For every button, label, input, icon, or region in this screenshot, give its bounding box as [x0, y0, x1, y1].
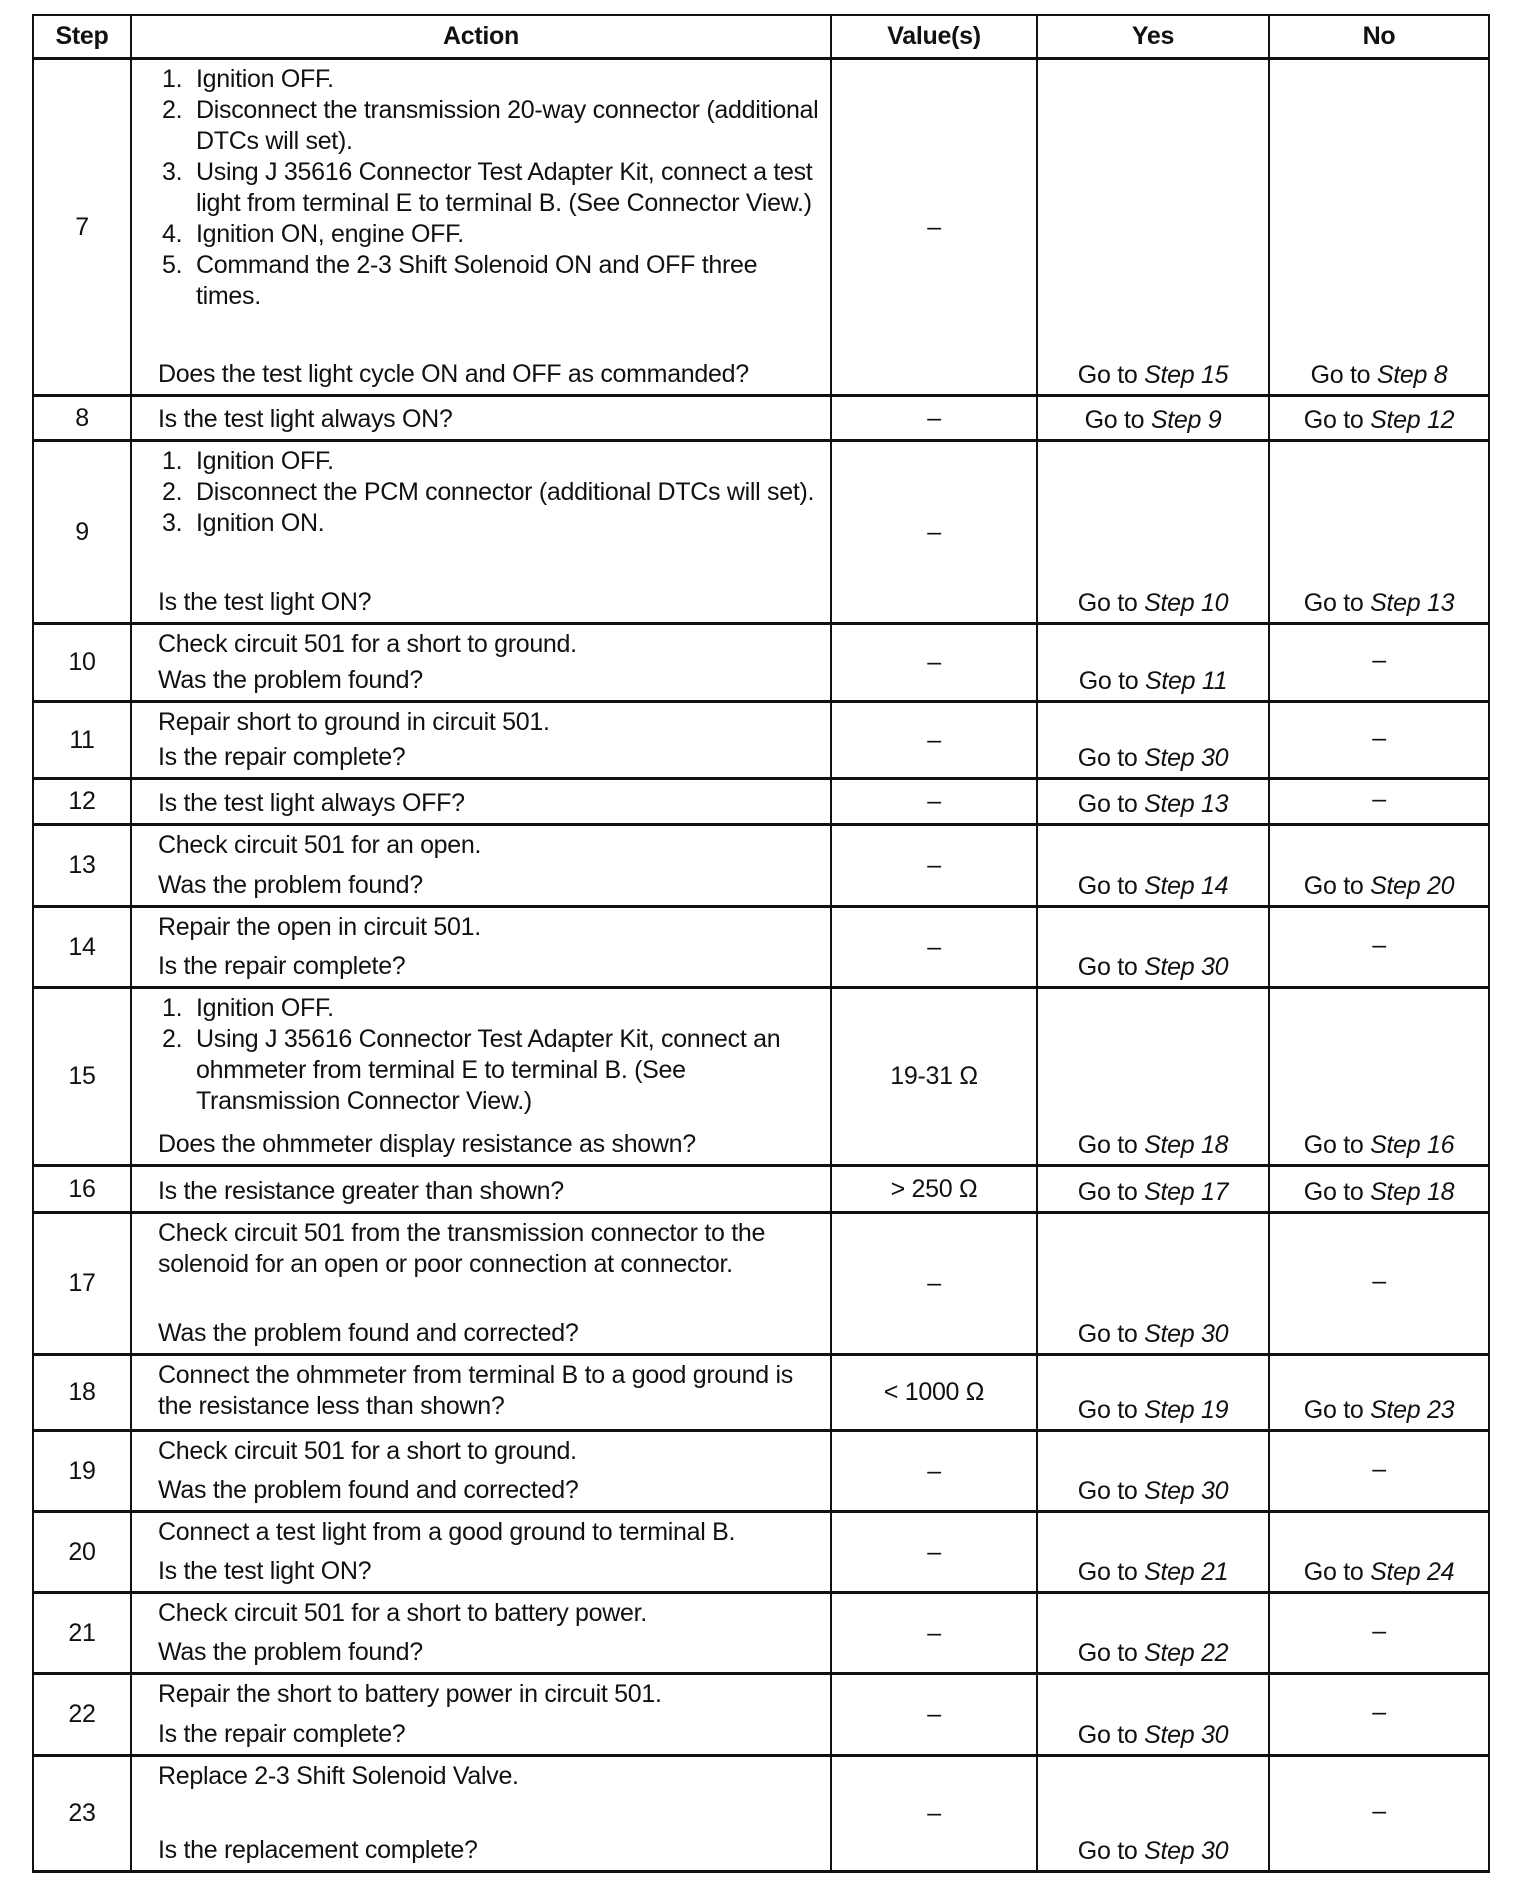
step-link[interactable]: Step 23	[1370, 1396, 1455, 1424]
go-to-label: Go to	[1077, 1396, 1138, 1424]
table-row	[33, 441, 1489, 624]
no-cell	[1269, 1593, 1489, 1674]
action-content	[158, 707, 820, 773]
action-cell	[131, 441, 831, 624]
yes-cell	[1037, 907, 1269, 988]
step-cell: 17	[33, 1213, 131, 1355]
dash: –	[1372, 1616, 1386, 1645]
yes-cell	[1037, 441, 1269, 624]
action-cell	[131, 825, 831, 907]
yes-cell	[1037, 988, 1269, 1166]
step-cell: 9	[33, 441, 131, 624]
header-action: Action	[131, 15, 831, 59]
action-content	[158, 1360, 820, 1425]
action-question: Does the ohmmeter display resistance as shown?	[158, 1130, 696, 1158]
no-cell	[1269, 702, 1489, 779]
action-content	[158, 1436, 820, 1506]
step-link[interactable]: Step 9	[1150, 406, 1222, 434]
value-cell: –	[831, 1213, 1037, 1355]
list-text: Ignition ON.	[196, 509, 325, 537]
value-cell: –	[831, 1512, 1037, 1593]
step-link[interactable]: Step 30	[1144, 1320, 1229, 1348]
list-text: Ignition ON, engine OFF.	[196, 220, 464, 248]
action-question: Is the test light always OFF?	[158, 789, 465, 817]
list-item	[158, 1024, 820, 1117]
value-cell: –	[831, 1674, 1037, 1756]
list-text: Disconnect the transmission 20-way connector (additional DTCs will set).	[196, 96, 819, 155]
header-step: Step	[33, 15, 131, 59]
yes-cell	[1037, 779, 1269, 825]
no-cell	[1269, 624, 1489, 702]
list-number: 3.	[162, 509, 183, 537]
header-yes: Yes	[1037, 15, 1269, 59]
go-to-label: Go to	[1078, 667, 1139, 695]
table-row	[33, 624, 1489, 702]
yes-cell	[1037, 1756, 1269, 1872]
go-to-label: Go to	[1303, 1131, 1364, 1159]
action-question: Is the repair complete?	[158, 743, 406, 771]
value-cell: –	[831, 1431, 1037, 1512]
list-text: Command the 2-3 Shift Solenoid ON and OFF three times.	[196, 251, 758, 310]
go-to-label: Go to	[1077, 872, 1138, 900]
value-cell: –	[831, 702, 1037, 779]
table-row	[33, 702, 1489, 779]
step-cell: 21	[33, 1593, 131, 1674]
action-text: Check circuit 501 from the transmission connector to the solenoid for an open or poor connection at connector.	[158, 1219, 766, 1278]
action-cell	[131, 1674, 831, 1756]
action-content	[158, 1517, 820, 1587]
go-to-label: Go to	[1303, 589, 1364, 617]
action-cell	[131, 1512, 831, 1593]
diagnostic-table	[32, 14, 1490, 1873]
action-cell	[131, 907, 831, 988]
step-cell: 11	[33, 702, 131, 779]
step-link[interactable]: Step 8	[1376, 361, 1448, 389]
go-to-label: Go to	[1303, 406, 1364, 434]
list-text: Using J 35616 Connector Test Adapter Kit, connect a test light from terminal E to terminal B. (See Connector View.)	[196, 158, 813, 217]
header-values: Value(s)	[831, 15, 1037, 59]
value-cell: > 250 Ω	[831, 1166, 1037, 1213]
value-cell: –	[831, 825, 1037, 907]
table-row	[33, 779, 1489, 825]
table-row	[33, 396, 1489, 441]
step-link[interactable]: Step 19	[1144, 1396, 1229, 1424]
action-content	[158, 1761, 820, 1866]
go-to-label: Go to	[1077, 1320, 1138, 1348]
action-text: Replace 2-3 Shift Solenoid Valve.	[158, 1762, 519, 1790]
yes-cell	[1037, 59, 1269, 396]
action-text: Check circuit 501 for a short to battery power.	[158, 1599, 647, 1627]
step-link[interactable]: Step 12	[1370, 406, 1455, 434]
go-to-label: Go to	[1077, 1178, 1138, 1206]
step-link[interactable]: Step 30	[1144, 1477, 1229, 1505]
list-item	[158, 95, 820, 157]
step-link[interactable]: Step 18	[1144, 1131, 1229, 1159]
list-item	[158, 64, 820, 95]
action-cell	[131, 59, 831, 396]
list-text: Disconnect the PCM connector (additional DTCs will set).	[196, 478, 815, 506]
dash: –	[1372, 646, 1386, 674]
list-item	[158, 446, 820, 477]
step-link[interactable]: Step 20	[1370, 872, 1455, 900]
yes-cell	[1037, 1593, 1269, 1674]
no-cell	[1269, 988, 1489, 1166]
list-text: Ignition OFF.	[196, 447, 334, 475]
list-number: 1.	[162, 994, 183, 1022]
step-link[interactable]: Step 14	[1144, 872, 1229, 900]
list-number: 1.	[162, 65, 183, 93]
dash: –	[1372, 1267, 1386, 1295]
table-row	[33, 1593, 1489, 1674]
list-text: Ignition OFF.	[196, 994, 334, 1022]
action-question: Is the repair complete?	[158, 952, 406, 980]
step-link[interactable]: Step 13	[1370, 589, 1455, 617]
action-content	[158, 629, 820, 696]
list-item	[158, 508, 820, 539]
table-row	[33, 1166, 1489, 1213]
action-question: Does the test light cycle ON and OFF as commanded?	[158, 360, 749, 388]
action-content	[158, 993, 820, 1160]
action-text: Check circuit 501 for an open.	[158, 831, 482, 859]
yes-cell	[1037, 1166, 1269, 1213]
header-row	[33, 15, 1489, 59]
no-cell	[1269, 396, 1489, 441]
step-cell: 13	[33, 825, 131, 907]
action-question: Was the problem found?	[158, 666, 423, 694]
step-link[interactable]: Step 30	[1144, 953, 1229, 981]
action-text: Repair the short to battery power in circuit 501.	[158, 1680, 662, 1708]
step-link[interactable]: Step 13	[1144, 790, 1229, 818]
yes-cell	[1037, 1512, 1269, 1593]
action-cell	[131, 1593, 831, 1674]
go-to-label: Go to	[1077, 589, 1138, 617]
action-content	[158, 1171, 820, 1207]
step-cell: 16	[33, 1166, 131, 1213]
list-number: 1.	[162, 447, 183, 475]
go-to-label: Go to	[1077, 790, 1138, 818]
yes-cell	[1037, 825, 1269, 907]
go-to-label: Go to	[1310, 361, 1371, 389]
go-to-label: Go to	[1077, 1558, 1138, 1586]
step-link[interactable]: Step 22	[1144, 1639, 1229, 1667]
action-question: Was the problem found and corrected?	[158, 1476, 579, 1504]
table-row	[33, 59, 1489, 396]
action-text: Connect the ohmmeter from terminal B to a good ground is the resistance less than shown?	[158, 1361, 793, 1420]
action-question: Was the problem found?	[158, 871, 423, 899]
table-row	[33, 1213, 1489, 1355]
action-cell	[131, 1431, 831, 1512]
table-row	[33, 1512, 1489, 1593]
action-content	[158, 1598, 820, 1668]
list-item	[158, 477, 820, 508]
table-row	[33, 825, 1489, 907]
list-number: 2.	[162, 1025, 183, 1053]
step-cell: 22	[33, 1674, 131, 1756]
dash: –	[1372, 1454, 1386, 1483]
table-row	[33, 1431, 1489, 1512]
no-cell	[1269, 1756, 1489, 1872]
step-link[interactable]: Step 10	[1144, 589, 1229, 617]
no-cell	[1269, 1674, 1489, 1756]
no-cell	[1269, 441, 1489, 624]
action-question: Is the test light ON?	[158, 1557, 372, 1585]
step-cell: 10	[33, 624, 131, 702]
go-to-label: Go to	[1303, 1178, 1364, 1206]
yes-cell	[1037, 396, 1269, 441]
action-content	[158, 401, 820, 435]
action-content	[158, 1218, 820, 1349]
action-question: Was the problem found?	[158, 1638, 423, 1666]
table-row	[33, 988, 1489, 1166]
action-text: Repair the open in circuit 501.	[158, 913, 481, 941]
yes-cell	[1037, 1431, 1269, 1512]
value-cell: –	[831, 1593, 1037, 1674]
action-content	[158, 64, 820, 390]
dash: –	[1372, 785, 1386, 813]
no-cell	[1269, 59, 1489, 396]
go-to-label: Go to	[1303, 872, 1364, 900]
action-cell	[131, 779, 831, 825]
table-row	[33, 907, 1489, 988]
action-cell	[131, 702, 831, 779]
list-text: Using J 35616 Connector Test Adapter Kit, connect an ohmmeter from terminal E to terminal B. (See Transmission Connector View.)	[196, 1025, 781, 1115]
action-text: Connect a test light from a good ground to terminal B.	[158, 1518, 736, 1546]
dash: –	[1372, 1698, 1386, 1726]
action-content	[158, 912, 820, 982]
step-link[interactable]: Step 17	[1144, 1178, 1229, 1206]
go-to-label: Go to	[1077, 1837, 1138, 1865]
step-link[interactable]: Step 15	[1144, 361, 1229, 389]
value-cell: 19-31 Ω	[831, 988, 1037, 1166]
action-cell	[131, 624, 831, 702]
list-item	[158, 250, 820, 312]
value-cell: –	[831, 907, 1037, 988]
yes-cell	[1037, 1213, 1269, 1355]
value-cell: –	[831, 441, 1037, 624]
action-question: Is the test light ON?	[158, 588, 372, 616]
value-cell: –	[831, 59, 1037, 396]
list-item	[158, 157, 820, 219]
action-cell	[131, 1756, 831, 1872]
list-number: 3.	[162, 158, 183, 186]
yes-cell	[1037, 1674, 1269, 1756]
action-cell	[131, 1166, 831, 1213]
no-cell	[1269, 1213, 1489, 1355]
action-question: Is the replacement complete?	[158, 1836, 478, 1864]
go-to-label: Go to	[1303, 1396, 1364, 1424]
value-cell: –	[831, 396, 1037, 441]
dash: –	[1372, 930, 1386, 959]
no-cell	[1269, 779, 1489, 825]
step-cell: 14	[33, 907, 131, 988]
step-cell: 20	[33, 1512, 131, 1593]
no-cell	[1269, 1166, 1489, 1213]
step-cell: 8	[33, 396, 131, 441]
action-content	[158, 1679, 820, 1750]
action-cell	[131, 1213, 831, 1355]
yes-cell	[1037, 1355, 1269, 1431]
go-to-label: Go to	[1077, 1131, 1138, 1159]
go-to-label: Go to	[1084, 406, 1145, 434]
value-cell: –	[831, 624, 1037, 702]
yes-cell	[1037, 702, 1269, 779]
step-cell: 18	[33, 1355, 131, 1431]
step-cell: 12	[33, 779, 131, 825]
step-link[interactable]: Step 24	[1370, 1558, 1455, 1586]
step-link[interactable]: Step 16	[1370, 1131, 1455, 1159]
value-cell: –	[831, 779, 1037, 825]
step-cell: 19	[33, 1431, 131, 1512]
header-no: No	[1269, 15, 1489, 59]
go-to-label: Go to	[1077, 953, 1138, 981]
step-link[interactable]: Step 11	[1145, 667, 1228, 695]
action-content	[158, 446, 820, 618]
list-number: 2.	[162, 96, 183, 124]
no-cell	[1269, 1355, 1489, 1431]
action-text: Repair short to ground in circuit 501.	[158, 708, 550, 736]
no-cell	[1269, 1431, 1489, 1512]
table-row	[33, 1756, 1489, 1872]
list-number: 2.	[162, 478, 183, 506]
action-text: Check circuit 501 for a short to ground.	[158, 1437, 577, 1465]
value-cell: –	[831, 1756, 1037, 1872]
action-content	[158, 784, 820, 819]
no-cell	[1269, 1512, 1489, 1593]
list-text: Ignition OFF.	[196, 65, 334, 93]
step-link[interactable]: Step 30	[1144, 1837, 1229, 1865]
go-to-label: Go to	[1077, 1639, 1138, 1667]
action-cell	[131, 396, 831, 441]
step-link[interactable]: Step 21	[1144, 1558, 1229, 1586]
action-question: Was the problem found and corrected?	[158, 1319, 579, 1347]
table-row	[33, 1355, 1489, 1431]
action-cell	[131, 988, 831, 1166]
step-cell: 15	[33, 988, 131, 1166]
action-text: Check circuit 501 for a short to ground.	[158, 630, 577, 658]
list-number: 4.	[162, 220, 183, 248]
action-question: Is the resistance greater than shown?	[158, 1177, 564, 1205]
table-row	[33, 1674, 1489, 1756]
no-cell	[1269, 907, 1489, 988]
step-link[interactable]: Step 30	[1144, 1721, 1229, 1749]
go-to-label: Go to	[1077, 361, 1138, 389]
list-number: 5.	[162, 251, 183, 279]
go-to-label: Go to	[1077, 1477, 1138, 1505]
action-question: Is the repair complete?	[158, 1720, 406, 1748]
go-to-label: Go to	[1077, 744, 1138, 772]
action-cell	[131, 1355, 831, 1431]
list-item	[158, 219, 820, 250]
action-question: Is the test light always ON?	[158, 405, 453, 433]
value-cell: < 1000 Ω	[831, 1355, 1037, 1431]
list-item	[158, 993, 820, 1024]
go-to-label: Go to	[1077, 1721, 1138, 1749]
step-link[interactable]: Step 18	[1370, 1178, 1455, 1206]
dash: –	[1372, 723, 1386, 752]
step-cell: 23	[33, 1756, 131, 1872]
go-to-label: Go to	[1303, 1558, 1364, 1586]
step-link[interactable]: Step 30	[1144, 744, 1229, 772]
no-cell	[1269, 825, 1489, 907]
dash: –	[1372, 1797, 1386, 1825]
action-content	[158, 830, 820, 901]
yes-cell	[1037, 624, 1269, 702]
step-cell: 7	[33, 59, 131, 396]
